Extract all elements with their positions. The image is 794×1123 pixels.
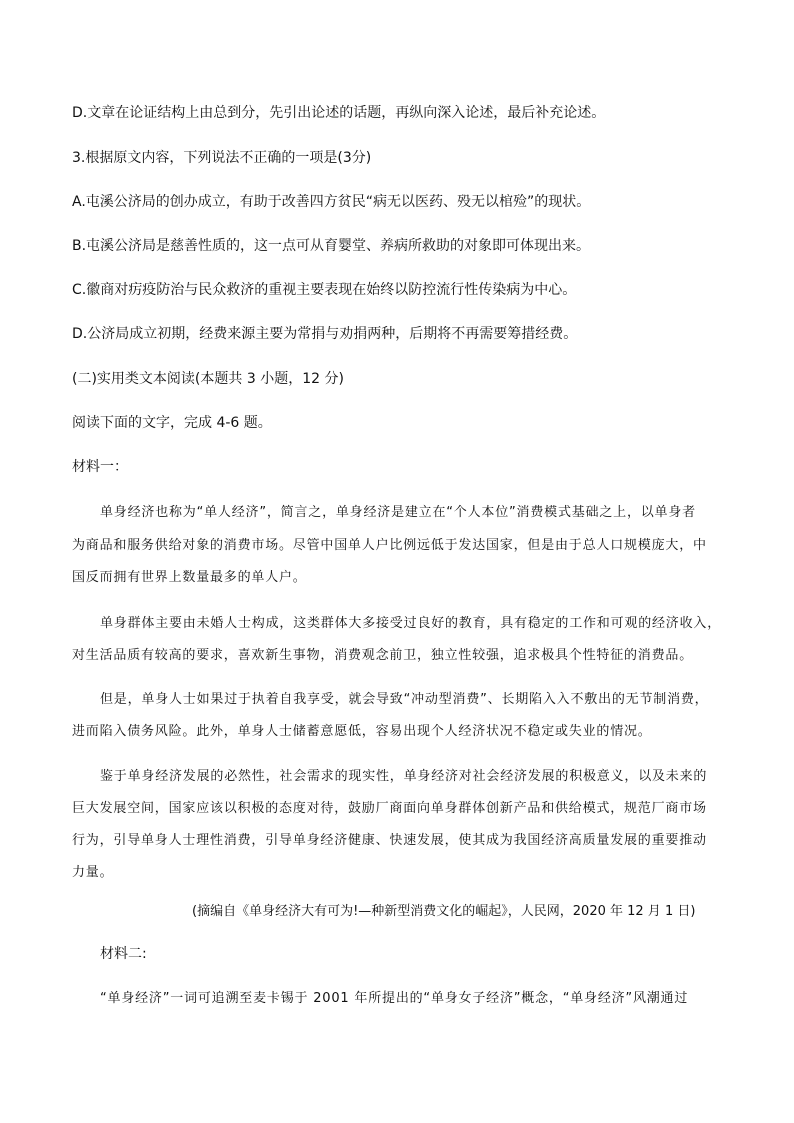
material-1-line: 行为，引导单身人士理性消费，引导单身经济健康、快速发展，使其成为我国经济高质量发展的重要推动: [72, 833, 707, 848]
section-heading: (二)实用类文本阅读(本题共 3 小题，12 分): [72, 371, 344, 387]
material-1-line: 力量。: [72, 865, 114, 880]
material-1-line: 但是，单身人士如果过于执着自我享受，就会导致“冲动型消费”、长期陷入入不敷出的无节制消费，: [100, 692, 709, 707]
material-1-line: 巨大发展空间，国家应该以积极的态度对待，鼓励厂商面向单身群体创新产品和供给模式，规范厂商市场: [72, 801, 707, 816]
material-2-label: 材料二:: [100, 946, 147, 962]
material-1-line: 单身经济也称为“单人经济”，简言之，单身经济是建立在“个人本位”消费模式基础之上，以单身者: [100, 505, 696, 520]
option-a-q3: A.屯溪公济局的创办成立，有助于改善四方贫民“病无以医药、殁无以棺殓”的现状。: [72, 194, 591, 210]
question-3-stem: 3.根据原文内容，下列说法不正确的一项是(3分): [72, 150, 372, 166]
material-1-line: 单身群体主要由未婚人士构成，这类群体大多接受过良好的教育，具有稳定的工作和可观的经济收入，: [100, 616, 722, 631]
material-1-line: 对生活品质有较高的要求，喜欢新生事物，消费观念前卫，独立性较强，追求极具个性特征的消费品。: [72, 648, 694, 663]
material-1-source: (摘编自《单身经济大有可为!—种新型消费文化的崛起》，人民网，2020 年 12 月 1 日): [192, 904, 696, 919]
material-2-line: “单身经济”一词可追溯至麦卡锡于 2001 年所提出的“单身女子经济”概念，“单身经济”风潮通过: [100, 991, 689, 1006]
material-1-line: 鉴于单身经济发展的必然性，社会需求的现实性，单身经济对社会经济发展的积极意义，以及未来的: [100, 769, 708, 784]
material-1-line: 进而陷入债务风险。此外，单身人士储蓄意愿低，容易出现个人经济状况不稳定或失业的情况。: [72, 724, 652, 739]
reading-instruction: 阅读下面的文字，完成 4-6 题。: [72, 415, 272, 431]
option-d-q2: D.文章在论证结构上由总到分，先引出论述的话题，再纵向深入论述，最后补充论述。: [72, 105, 606, 121]
option-d-q3: D.公济局成立初期，经费来源主要为常捐与劝捐两种，后期将不再需要筹措经费。: [72, 326, 578, 342]
material-1-label: 材料一：: [72, 459, 128, 475]
option-b-q3: B.屯溪公济局是慈善性质的，这一点可从育婴堂、养病所救助的对象即可体现出来。: [72, 238, 591, 254]
material-1-line: 国反而拥有世界上数量最多的单人户。: [72, 570, 307, 585]
option-c-q3: C.徽商对疠疫防治与民众救济的重视主要表现在始终以防控流行性传染病为中心。: [72, 282, 577, 298]
material-1-line: 为商品和服务供给对象的消费市场。尽管中国单人户比例远低于发达国家，但是由于总人口规模庞大，中: [72, 538, 707, 553]
